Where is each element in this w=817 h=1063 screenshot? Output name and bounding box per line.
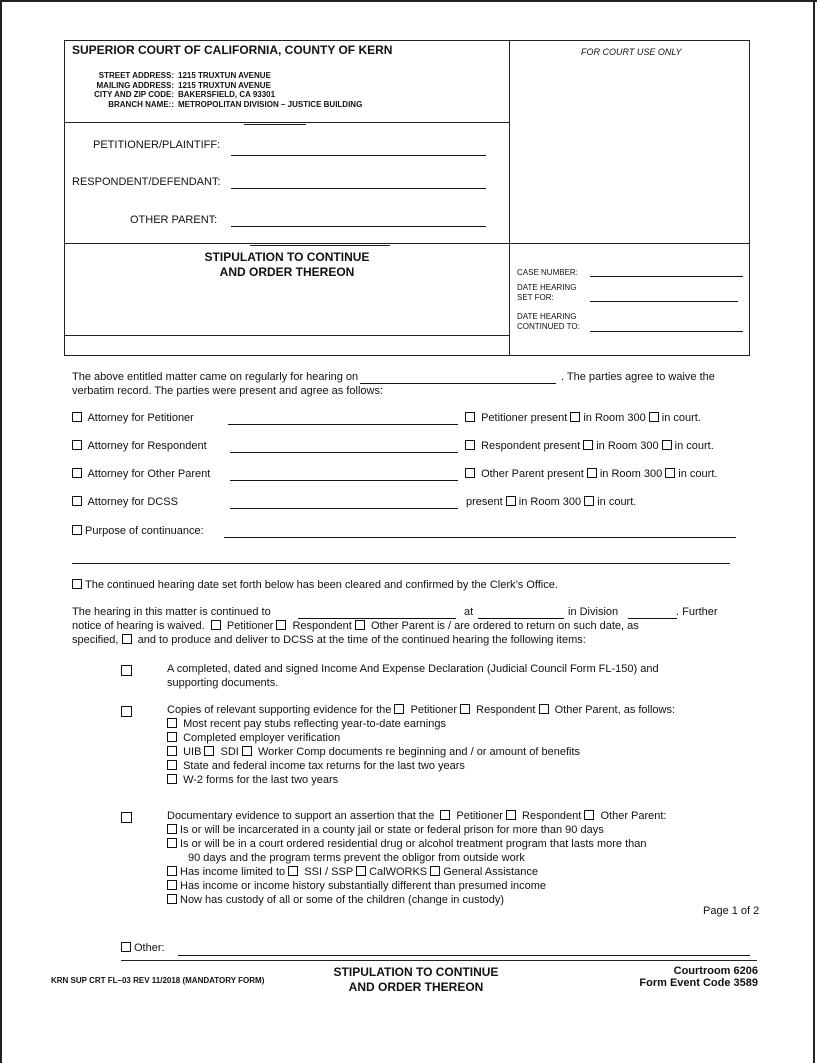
notice-other-checkbox[interactable] bbox=[355, 620, 365, 630]
cleared-label: The continued hearing date set forth below has been cleared and confirmed by the Clerk’s Office. bbox=[85, 579, 558, 591]
other-court-label: in court. bbox=[678, 468, 718, 480]
resp-court-checkbox[interactable] bbox=[662, 440, 672, 450]
att-dcss-checkbox[interactable] bbox=[72, 496, 82, 506]
dcss-room-checkbox[interactable] bbox=[506, 496, 516, 506]
produce-label: and to produce and deliver to DCSS at the time of the continued hearing the following items: bbox=[137, 634, 586, 646]
doc-pet-checkbox[interactable] bbox=[440, 810, 450, 820]
purpose-field-2[interactable] bbox=[72, 563, 730, 564]
form-id: KRN SUP CRT FL–03 REV 11/2018 (MANDATORY FORM) bbox=[51, 976, 265, 985]
d3-checkbox[interactable] bbox=[167, 866, 177, 876]
d1-checkbox[interactable] bbox=[167, 824, 177, 834]
att-respondent-field[interactable] bbox=[230, 452, 458, 453]
ga-checkbox[interactable] bbox=[430, 866, 440, 876]
date-continued-label-2: CONTINUED TO: bbox=[517, 322, 580, 331]
sub2-label: Completed employer verification bbox=[183, 732, 341, 744]
sdi-label: SDI bbox=[220, 746, 239, 758]
row-pres-petitioner bbox=[465, 412, 701, 424]
caption-title-line1: STIPULATION TO CONTINUE bbox=[204, 250, 370, 264]
respondent-label: RESPONDENT/DEFENDANT: bbox=[72, 176, 221, 188]
doc-label: Documentary evidence to support an assertion that the bbox=[167, 810, 435, 822]
further-label: . Further bbox=[676, 606, 718, 618]
case-number-field[interactable] bbox=[590, 276, 743, 277]
division-field[interactable] bbox=[628, 618, 677, 619]
doc-header bbox=[167, 809, 667, 823]
city-zip-label: CITY AND ZIP CODE: bbox=[94, 90, 174, 99]
row-att-petitioner bbox=[72, 412, 194, 424]
date-set-field[interactable] bbox=[590, 301, 738, 302]
date-set-label-2: SET FOR: bbox=[517, 293, 554, 302]
other-parent-label: OTHER PARENT: bbox=[130, 214, 218, 226]
row-pres-respondent bbox=[465, 440, 714, 452]
specified-row bbox=[72, 634, 586, 646]
case-number-label: CASE NUMBER: bbox=[517, 268, 578, 277]
cleared-checkbox[interactable] bbox=[72, 579, 82, 589]
page-right-edge bbox=[813, 0, 815, 1063]
notice-respondent-label: Respondent bbox=[292, 620, 352, 632]
notice-label: notice of hearing is waived. bbox=[72, 620, 205, 632]
caption-title-tick bbox=[250, 245, 390, 246]
resp-room-checkbox[interactable] bbox=[583, 440, 593, 450]
calworks-checkbox[interactable] bbox=[356, 866, 366, 876]
workcomp-label: Worker Comp documents re beginning and / or amount of benefits bbox=[258, 746, 581, 758]
ga-label: General Assistance bbox=[443, 866, 538, 878]
caption-tick bbox=[244, 124, 306, 125]
row-att-dcss bbox=[72, 496, 178, 508]
row-att-respondent bbox=[72, 440, 207, 452]
continued-time-field[interactable] bbox=[478, 618, 564, 619]
d3-label: Has income limited to bbox=[180, 866, 286, 878]
ssi-checkbox[interactable] bbox=[288, 866, 298, 876]
sub5-label: W-2 forms for the last two years bbox=[183, 774, 339, 786]
footer-title-line1: STIPULATION TO CONTINUE bbox=[333, 965, 499, 979]
att-petitioner-checkbox[interactable] bbox=[72, 412, 82, 422]
dcss-court-checkbox[interactable] bbox=[584, 496, 594, 506]
date-set-label bbox=[517, 283, 576, 303]
copies-other-label: Other Parent, as follows: bbox=[554, 704, 676, 716]
other-label: Other: bbox=[134, 942, 165, 954]
income-line1: A completed, dated and signed Income And Expense Declaration (Judicial Council Form FL-150) and bbox=[167, 663, 659, 675]
doc-checkbox[interactable] bbox=[121, 812, 132, 823]
sub1-row bbox=[167, 717, 675, 731]
resp-room-label: in Room 300 bbox=[596, 440, 659, 452]
sub4-checkbox[interactable] bbox=[167, 760, 177, 770]
sub2-row bbox=[167, 731, 675, 745]
date-continued-label bbox=[517, 312, 580, 332]
other-field[interactable] bbox=[178, 955, 750, 956]
d1-label: Is or will be incarcerated in a county jail or state or federal prison for more than 90 days bbox=[180, 824, 604, 836]
copies-label: Copies of relevant supporting evidence for the bbox=[167, 704, 392, 716]
ssi-label: SSI / SSP bbox=[304, 866, 353, 878]
d4-label: Has income or income history substantially different than presumed income bbox=[180, 880, 547, 892]
att-other-field[interactable] bbox=[230, 480, 458, 481]
caption-divider-1 bbox=[64, 122, 510, 123]
sub1-label: Most recent pay stubs reflecting year-to-date earnings bbox=[183, 718, 446, 730]
footer-right bbox=[600, 965, 758, 989]
other-checkbox[interactable] bbox=[121, 942, 131, 952]
copies-pet-checkbox[interactable] bbox=[394, 704, 404, 714]
dcss-court-label: in court. bbox=[597, 496, 637, 508]
continued-to-label: The hearing in this matter is continued to bbox=[72, 606, 271, 618]
uib-checkbox[interactable] bbox=[167, 746, 177, 756]
pres-dcss-label: present bbox=[466, 496, 503, 508]
footer-title-line2: AND ORDER THEREON bbox=[348, 980, 484, 994]
event-code: Form Event Code 3589 bbox=[639, 977, 758, 989]
d2-label-cont: 90 days and the program terms prevent the obligor from outside work bbox=[188, 852, 525, 864]
court-name: SUPERIOR COURT OF CALIFORNIA, COUNTY OF KERN bbox=[72, 43, 393, 57]
address-labels bbox=[72, 71, 174, 109]
page-left-edge bbox=[0, 0, 2, 1063]
caption-vertical-divider bbox=[509, 40, 510, 356]
d5-checkbox[interactable] bbox=[167, 894, 177, 904]
copies-pet-label: Petitioner bbox=[410, 704, 458, 716]
respondent-field[interactable] bbox=[231, 188, 486, 189]
hearing-date-field[interactable] bbox=[360, 383, 556, 384]
sub3-row bbox=[167, 745, 675, 759]
income-line2: supporting documents. bbox=[167, 677, 279, 689]
income-checkbox[interactable] bbox=[121, 665, 132, 676]
row-att-other bbox=[72, 468, 210, 480]
petitioner-field[interactable] bbox=[231, 155, 486, 156]
page-top-edge bbox=[0, 0, 817, 2]
sub1-checkbox[interactable] bbox=[167, 718, 177, 728]
pet-court-label: in court. bbox=[661, 412, 701, 424]
row-pres-dcss bbox=[466, 496, 636, 508]
division-label: in Division bbox=[568, 606, 619, 618]
doc-other-label: Other Parent: bbox=[600, 810, 667, 822]
other-row bbox=[121, 942, 165, 954]
intro-line1b: . The parties agree to waive the bbox=[561, 371, 715, 383]
doc-item bbox=[167, 809, 667, 907]
copies-other-checkbox[interactable] bbox=[539, 704, 549, 714]
purpose-label: Purpose of continuance: bbox=[85, 525, 204, 537]
date-continued-label-1: DATE HEARING bbox=[517, 312, 577, 321]
court-use-only: FOR COURT USE ONLY bbox=[581, 47, 682, 57]
att-dcss-label: Attorney for DCSS bbox=[87, 496, 178, 508]
caption-title bbox=[64, 250, 510, 280]
notice-other-label: Other Parent is / are ordered to return on such date, as bbox=[370, 620, 639, 632]
other-parent-field[interactable] bbox=[231, 226, 486, 227]
date-set-label-1: DATE HEARING bbox=[517, 283, 577, 292]
produce-checkbox[interactable] bbox=[122, 634, 132, 644]
pet-court-checkbox[interactable] bbox=[649, 412, 659, 422]
copies-header bbox=[167, 703, 675, 717]
att-respondent-label: Attorney for Respondent bbox=[87, 440, 207, 452]
att-dcss-field[interactable] bbox=[230, 508, 458, 509]
intro-line2: verbatim record. The parties were present and agree as follows: bbox=[72, 385, 384, 397]
att-respondent-checkbox[interactable] bbox=[72, 440, 82, 450]
copies-checkbox[interactable] bbox=[121, 706, 132, 717]
pet-room-label: in Room 300 bbox=[583, 412, 646, 424]
mailing-address-label: MAILING ADDRESS: bbox=[96, 80, 174, 90]
income-item bbox=[167, 662, 659, 690]
notice-respondent-checkbox[interactable] bbox=[276, 620, 286, 630]
continued-at-label: at bbox=[464, 606, 474, 618]
resp-court-label: in court. bbox=[674, 440, 714, 452]
uib-label: UIB bbox=[183, 746, 202, 758]
caption-divider-2 bbox=[64, 243, 750, 244]
row-purpose bbox=[72, 525, 204, 537]
pres-petitioner-label: Petitioner present bbox=[481, 412, 568, 424]
sub4-row bbox=[167, 759, 675, 773]
d3-row bbox=[167, 865, 667, 879]
footer-title bbox=[300, 965, 532, 995]
other-court-checkbox[interactable] bbox=[665, 468, 675, 478]
street-address-label: STREET ADDRESS: bbox=[98, 71, 174, 80]
notice-petitioner-checkbox[interactable] bbox=[211, 620, 221, 630]
att-petitioner-field[interactable] bbox=[228, 424, 458, 425]
mailing-address-value: 1215 TRUXTUN AVENUE bbox=[178, 80, 271, 90]
street-address-value: 1215 TRUXTUN AVENUE bbox=[178, 71, 271, 80]
caption-title-line2: AND ORDER THEREON bbox=[219, 265, 355, 279]
footer-rule bbox=[121, 960, 757, 961]
page-number: Page 1 of 2 bbox=[703, 905, 760, 917]
copies-resp-label: Respondent bbox=[476, 704, 536, 716]
purpose-checkbox[interactable] bbox=[72, 525, 82, 535]
att-other-label: Attorney for Other Parent bbox=[87, 468, 211, 480]
branch-name-value: METROPOLITAN DIVISION – JUSTICE BUILDING bbox=[178, 99, 363, 109]
address-values bbox=[178, 71, 362, 109]
branch-name-label: BRANCH NAME:: bbox=[108, 99, 174, 109]
pres-other-label: Other Parent present bbox=[481, 468, 584, 480]
copies-resp-checkbox[interactable] bbox=[460, 704, 470, 714]
doc-pet-label: Petitioner bbox=[456, 810, 503, 822]
pres-respondent-checkbox[interactable] bbox=[465, 440, 475, 450]
doc-resp-label: Respondent bbox=[522, 810, 582, 822]
d2-checkbox[interactable] bbox=[167, 838, 177, 848]
intro-line1a: The above entitled matter came on regularly for hearing on bbox=[72, 371, 359, 383]
dcss-room-label: in Room 300 bbox=[518, 496, 582, 508]
purpose-field-1[interactable] bbox=[224, 537, 736, 538]
doc-other-checkbox[interactable] bbox=[584, 810, 594, 820]
sub5-row bbox=[167, 773, 675, 787]
sub4-label: State and federal income tax returns for the last two years bbox=[183, 760, 465, 772]
pres-respondent-label: Respondent present bbox=[481, 440, 581, 452]
continued-date-field[interactable] bbox=[298, 618, 456, 619]
d2-label: Is or will be in a court ordered residential drug or alcohol treatment program that lasts more than bbox=[180, 838, 647, 850]
row-pres-other bbox=[465, 468, 717, 480]
copies-item bbox=[167, 703, 675, 787]
doc-resp-checkbox[interactable] bbox=[506, 810, 516, 820]
workcomp-checkbox[interactable] bbox=[242, 746, 252, 756]
d4-checkbox[interactable] bbox=[167, 880, 177, 890]
calworks-label: CalWORKS bbox=[369, 866, 428, 878]
d1-row bbox=[167, 823, 667, 837]
other-room-checkbox[interactable] bbox=[587, 468, 597, 478]
pres-petitioner-checkbox[interactable] bbox=[465, 412, 475, 422]
row-cleared bbox=[72, 579, 558, 591]
d5-row bbox=[167, 893, 667, 907]
d5-label: Now has custody of all or some of the children (change in custody) bbox=[180, 894, 505, 906]
att-petitioner-label: Attorney for Petitioner bbox=[87, 412, 194, 424]
att-other-checkbox[interactable] bbox=[72, 468, 82, 478]
d4-row bbox=[167, 879, 667, 893]
notice-row bbox=[72, 620, 639, 632]
sub5-checkbox[interactable] bbox=[167, 774, 177, 784]
sub2-checkbox[interactable] bbox=[167, 732, 177, 742]
petitioner-label: PETITIONER/PLAINTIFF: bbox=[93, 139, 221, 151]
courtroom: Courtroom 6206 bbox=[673, 965, 758, 977]
city-zip-value: BAKERSFIELD, CA 93301 bbox=[178, 90, 276, 99]
d2-row bbox=[167, 837, 667, 851]
other-room-label: in Room 300 bbox=[599, 468, 663, 480]
sdi-checkbox[interactable] bbox=[204, 746, 214, 756]
pet-room-checkbox[interactable] bbox=[570, 412, 580, 422]
specified-label: specified, bbox=[72, 634, 119, 646]
notice-petitioner-label: Petitioner bbox=[226, 620, 274, 632]
caption-divider-3 bbox=[64, 335, 510, 336]
pres-other-checkbox[interactable] bbox=[465, 468, 475, 478]
date-continued-field[interactable] bbox=[590, 331, 743, 332]
